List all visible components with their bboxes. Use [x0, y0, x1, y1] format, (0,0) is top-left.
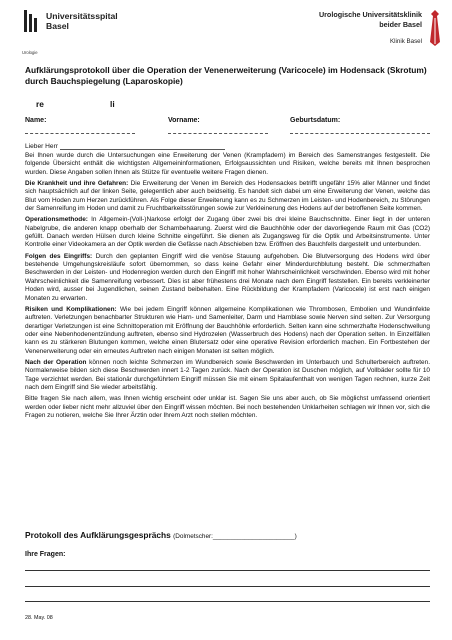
- section-disease: [25, 180, 430, 213]
- section-consequences: [25, 253, 430, 303]
- question-line-1[interactable]: [25, 570, 430, 571]
- protocol-heading: [25, 530, 297, 540]
- closing-paragraph: Bitte fragen Sie nach allem, was Ihnen wichtig erscheint oder unklar ist. Sagen Sie uns aber auch, ob Sie möglichst umfassend orientiert werden oder lieber nicht mehr allzuviel über den Eingriff wissen möchten. Bei noch bestehenden Unklarheiten schlagen wir Ihnen vor, sich die Fragen zu notieren, welche Sie Ihrer Ärztin oder Ihrem Arzt noch stellen möchten.: [25, 395, 430, 419]
- salutation: Lieber Herr: [25, 143, 58, 150]
- clinic-title-line-1: Urologische Universitätsklinik: [318, 10, 422, 19]
- section-heading: Nach der Operation: [25, 358, 87, 366]
- clinic-site: Klinik Basel: [390, 38, 422, 45]
- question-line-2[interactable]: [25, 586, 430, 587]
- section-text: Wie bei jedem Eingriff können allgemeine Komplikationen wie Thrombosen, Embolien und Wundinfekte auftreten. Verletzungen benachbarter Strukturen wie Harn- und Samenleiter, Darm und Harnblase sowie Nerven sind selten. Zur Versorgung derartiger Verletzungen ist eine Schnittoperation mit Eröffnung der Bauchhöhle erforderlich. Selten kann eine schmerzhafte Hodenschwellung oder eine Nebenhodenentzündung auftreten, ebenso sind Hydrozelen (Wasserbruch des Hodens) nach der Operation selten. In Einzelfällen kann es zu stärkeren Blutungen kommen, welche einen Blutersatz oder eine operative Revision erforderlich machen. Ein Fortbestehen der Venenerweiterung oder ein erneutes Auftreten nach einigen Monaten ist selten möglich.: [25, 305, 431, 355]
- geburtsdatum-label: Geburtsdatum:: [290, 117, 341, 124]
- section-text: Die Erweiterung der Venen im Bereich des Hodensackes betrifft ungefähr 15% aller Männer und findet sich hauptsächlich auf der linken Seite, gelegentlich aber auch beidseitig. Es handelt sich dabei um eine Erweiterung der Venen, welche das Blut vom Hoden zum Herzen zurückführen. Als Folge dieser Erweiterung kann es zu Schmerzen im Leisten- und Hodenbereich, zu Störungen der Samenreifung im Hoden und damit zu Fruchtbarkeitsstörungen sowie zur Verkleinerung des Hodens auf der betroffenen Seite kommen.: [25, 180, 431, 213]
- section-heading: Risiken und Komplikationen:: [25, 305, 117, 313]
- section-text: In Allgemein-(Voll-)Narkose erfolgt der Zugang über zwei bis drei kleine Bauchschnitte. Einer liegt in der unteren Nabelgrube, die anderen knapp oberhalb der Schambehaarung. Zuerst wird die Bauchhöhle oder der davorliegende Raum mit Gas (CO2) gefüllt. Danach werden Hülsen durch kleine Schnitte eingeführt. Sie dienen als Zugangsweg für die Optik und Arbeitsinstrumente. Unter Kontrolle einer Videokamera an der Optik werden die Gefässe nach Abschieben bzw. Eröffnen des Bauchfells dargestellt und unterbunden.: [25, 216, 430, 249]
- salutation-name-field[interactable]: [60, 149, 225, 150]
- name-label: Name:: [25, 117, 47, 124]
- logo-line-2: Basel: [46, 21, 69, 31]
- geburtsdatum-field[interactable]: [290, 127, 430, 134]
- protocol-title: Protokoll des Aufklärungsgesprächs: [25, 530, 171, 540]
- section-text: Durch den geplanten Eingriff wird die venöse Stauung aufgehoben. Die Blutversorgung des Hodens wird über bestehende Umgehungskreisläufe sofort übernommen, so dass keine Gefahr einer Minderdurchblutung besteht. Die schmerzhaften Beschwerden in der Leisten- und Hodenregion werden durch den Eingriff mit hoher Wahrscheinlichkeit verschwinden. Ebenso wird mit hoher Wahrscheinlichkeit die Samenreifung verbessert. Dies ist aber frühestens drei Monate nach dem Eingriff feststellen. Ein bereits verkleinerter Hoden wird, ausser bei Jugendlichen, seinen Zustand beibehalten. Eine Rückbildung der Krampfadern (Varicocele) ist erst nach einigen Monaten zu erwarten.: [25, 252, 430, 302]
- section-risks: [25, 306, 430, 356]
- section-text: können noch leichte Schmerzen im Wundbereich sowie Beschwerden im Unterbauch und Schulterbereich auftreten. Normalerweise bilden sich diese Beschwerden innert 1-2 Tagen zurück. Nach der Operation ist Duschen möglich, auf Vollbäder sollte für 10 Tage verzichtet werden. Bei stationär durchgeführtem Eingriff müssen Sie mit einem Spitalaufenthalt von wenigen Tagen rechnen, kurze Zeit nach dem Eingriff sind Sie wieder arbeitsfähig.: [25, 358, 430, 391]
- logo-line-1: Universitätsspital: [46, 11, 118, 21]
- section-heading: Folgen des Eingriffs:: [25, 252, 93, 260]
- hospital-logo-icon: [22, 8, 40, 34]
- clinic-title-line-2: beider Basel: [379, 20, 422, 29]
- basel-crest-icon: [426, 8, 444, 48]
- vorname-field[interactable]: [168, 127, 268, 134]
- question-line-3[interactable]: [25, 601, 430, 602]
- document-body: [25, 152, 430, 423]
- hospital-logo: [22, 8, 118, 48]
- document-title: Aufklärungsprotokoll über die Operation der Venenerweiterung (Varicocele) im Hodensack (Skrotum) durch Bauchspiegelung (Laparoskopie): [25, 65, 427, 86]
- side-right-label: re: [36, 99, 44, 109]
- footer-date: 28. May. 08: [25, 615, 53, 621]
- name-field[interactable]: [25, 127, 135, 134]
- interpreter-field[interactable]: (Dolmetscher:_______________________): [173, 533, 297, 540]
- questions-label: Ihre Fragen:: [25, 551, 66, 558]
- side-left-label: li: [110, 99, 115, 109]
- section-heading: Die Krankheit und ihre Gefahren:: [25, 180, 129, 188]
- intro-paragraph: Bei Ihnen wurde durch die Untersuchungen eine Erweiterung der Venen (Krampfadern) im Bereich des Samenstranges festgestellt. Die folgende Übersicht enthält die wichtigsten Allgemeininformationen, Erfolgsaussichten und Risiken, welche bereits mit Ihnen besprochen wurden. Diese Angaben sollen Ihnen als Stütze für eventuelle weitere Fragen dienen.: [25, 152, 430, 176]
- department-label: Urologie: [22, 50, 38, 55]
- section-after-surgery: [25, 359, 430, 392]
- section-method: [25, 216, 430, 249]
- clinic-header: [319, 10, 422, 46]
- vorname-label: Vorname:: [168, 117, 200, 124]
- section-heading: Operationsmethode:: [25, 216, 88, 224]
